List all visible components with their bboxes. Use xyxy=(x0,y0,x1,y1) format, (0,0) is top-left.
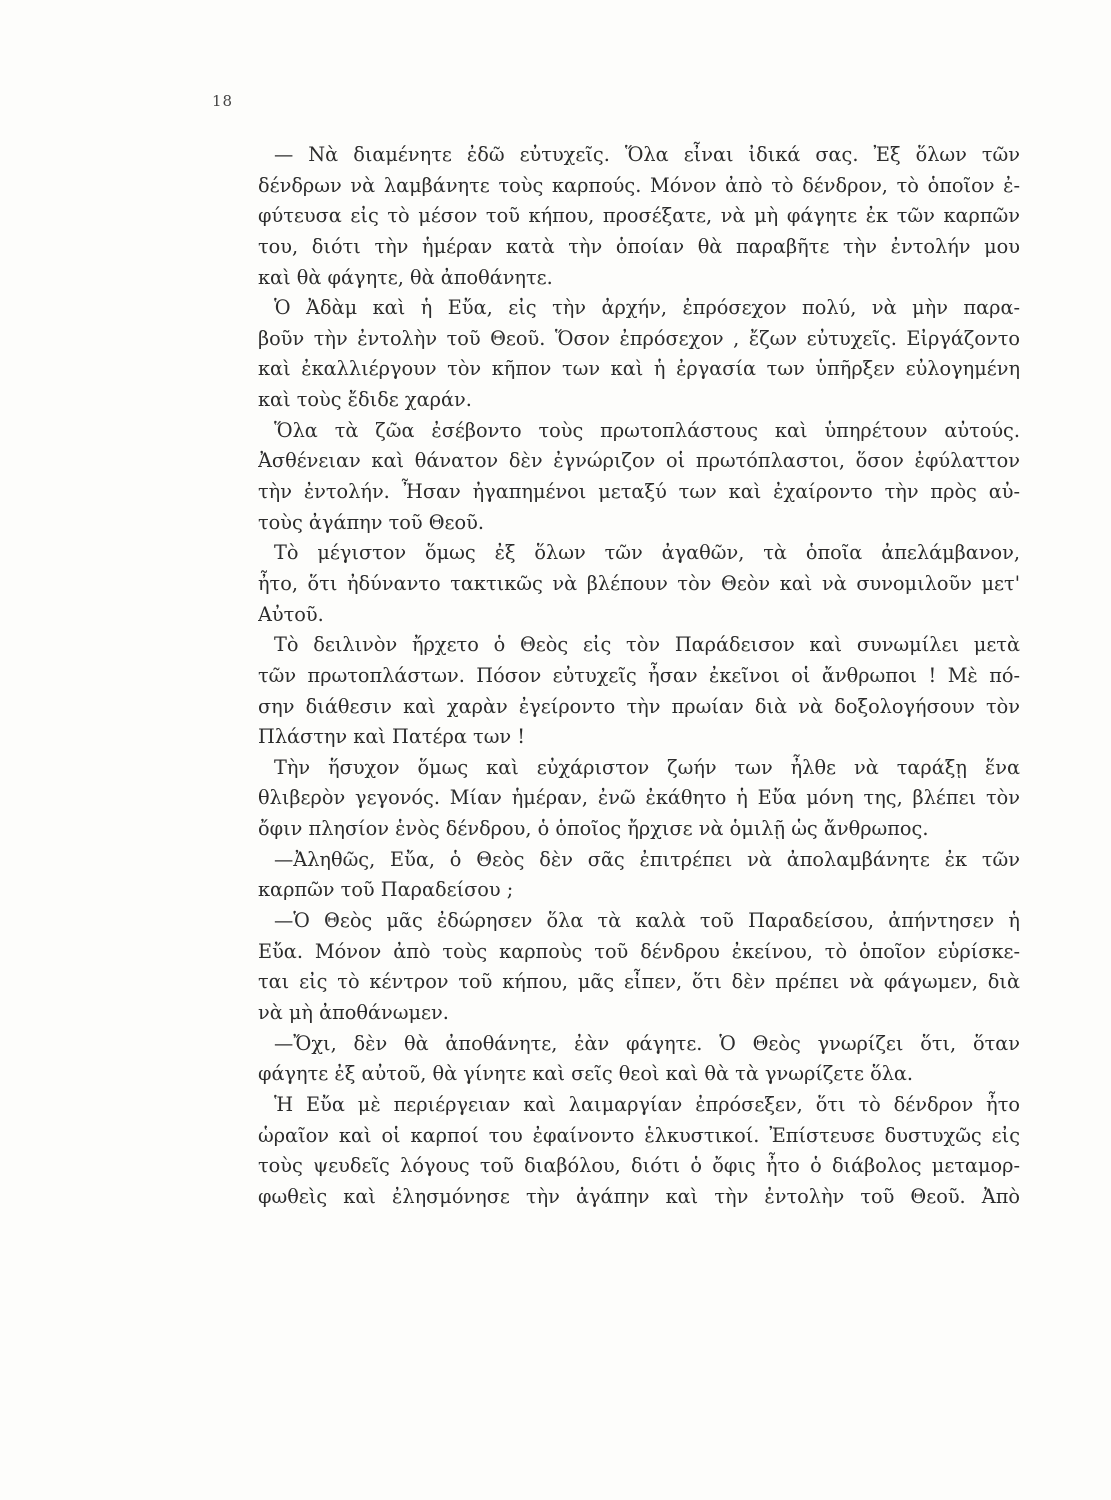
text-line: Ἀσθένειαν καὶ θάνατον δὲν ἐγνώριζον οἱ πρωτόπλαστοι, ὅσον ἐφύλαττον xyxy=(258,449,1020,473)
text-line: τῶν πρωτοπλάστων. Πόσον εὐτυχεῖς ἦσαν ἐκεῖνοι οἱ ἄνθρωποι ! Μὲ πό- xyxy=(258,663,1020,687)
text-line: τὴν ἐντολήν. Ἦσαν ἠγαπημένοι μεταξύ των καὶ ἐχαίροντο τὴν πρὸς αὐ- xyxy=(258,480,1020,504)
text-line: —Ὁ Θεὸς μᾶς ἐδώρησεν ὅλα τὰ καλὰ τοῦ Παραδείσου, ἀπήντησεν ἡ xyxy=(274,909,1020,933)
text-line: νὰ μὴ ἀποθάνωμεν. xyxy=(258,1000,449,1024)
text-line: Εὔα. Μόνον ἀπὸ τοὺς καρποὺς τοῦ δένδρου ἐκείνου, τὸ ὁποῖον εὑρίσκε- xyxy=(258,939,1020,963)
text-line: φάγητε ἐξ αὐτοῦ, θὰ γίνητε καὶ σεῖς θεοὶ καὶ θὰ τὰ γνωρίζετε ὅλα. xyxy=(258,1062,914,1086)
text-line: καὶ θὰ φάγητε, θὰ ἀποθάνητε. xyxy=(258,265,553,289)
text-line: Πλάστην καὶ Πατέρα των ! xyxy=(258,725,526,749)
text-line: —Ὄχι, δὲν θὰ ἀποθάνητε, ἐὰν φάγητε. Ὁ Θεὸς γνωρίζει ὅτι, ὅταν xyxy=(274,1031,1020,1055)
text-line: Ὁ Ἀδὰμ καὶ ἡ Εὔα, εἰς τὴν ἀρχήν, ἐπρόσεχον πολύ, νὰ μὴν παρα- xyxy=(274,296,1020,320)
text-line: Τὸ δειλινὸν ἤρχετο ὁ Θεὸς εἰς τὸν Παράδεισον καὶ συνωμίλει μετὰ xyxy=(274,633,1020,657)
text-line: Αὐτοῦ. xyxy=(258,602,324,626)
text-line: Ἡ Εὔα μὲ περιέργειαν καὶ λαιμαργίαν ἐπρόσεξεν, ὅτι τὸ δένδρον ἦτο xyxy=(274,1092,1020,1116)
text-line: ὡραῖον καὶ οἱ καρποί του ἐφαίνοντο ἑλκυστικοί. Ἐπίστευσε δυστυχῶς εἰς xyxy=(258,1123,1020,1147)
body-text xyxy=(258,140,1020,1212)
text-line: δένδρων νὰ λαμβάνητε τοὺς καρπούς. Μόνον ἀπὸ τὸ δένδρον, τὸ ὁποῖον ἐ- xyxy=(258,173,1020,197)
text-line: ἦτο, ὅτι ἠδύναντο τακτικῶς νὰ βλέπουν τὸν Θεὸν καὶ νὰ συνομιλοῦν μετ' xyxy=(258,571,1020,595)
page-number: 18 xyxy=(212,92,234,110)
text-line: καὶ ἐκαλλιέργουν τὸν κῆπον των καὶ ἡ ἐργασία των ὑπῆρξεν εὐλογημένη xyxy=(258,357,1020,381)
text-line: φύτευσα εἰς τὸ μέσον τοῦ κήπου, προσέξατε, νὰ μὴ φάγητε ἐκ τῶν καρπῶν xyxy=(258,204,1020,228)
text-line: καρπῶν τοῦ Παραδείσου ; xyxy=(258,878,514,902)
text-line: — Νὰ διαμένητε ἐδῶ εὐτυχεῖς. Ὅλα εἶναι ἰδικά σας. Ἐξ ὅλων τῶν xyxy=(274,143,1020,166)
text-line: Ὅλα τὰ ζῶα ἐσέβοντο τοὺς πρωτοπλάστους καὶ ὑπηρέτουν αὐτούς. xyxy=(274,418,1020,442)
text-line: Τὴν ἥσυχον ὅμως καὶ εὐχάριστον ζωήν των ἦλθε νὰ ταράξῃ ἕνα xyxy=(274,755,1020,779)
text-line: τοὺς ἀγάπην τοῦ Θεοῦ. xyxy=(258,510,484,534)
text-line: σην διάθεσιν καὶ χαρὰν ἐγείροντο τὴν πρωίαν διὰ νὰ δοξολογήσουν τὸν xyxy=(258,694,1020,718)
text-line: ὄφιν πλησίον ἑνὸς δένδρου, ὁ ὁποῖος ἤρχισε νὰ ὁμιλῇ ὡς ἄνθρωπος. xyxy=(258,817,929,841)
text-line: τοὺς ψευδεῖς λόγους τοῦ διαβόλου, διότι ὁ ὄφις ἦτο ὁ διάβολος μεταμορ- xyxy=(258,1154,1020,1178)
text-line: Τὸ μέγιστον ὅμως ἐξ ὅλων τῶν ἀγαθῶν, τὰ ὁποῖα ἀπελάμβανον, xyxy=(274,541,1020,565)
text-line: του, διότι τὴν ἡμέραν κατὰ τὴν ὁποίαν θὰ παραβῆτε τὴν ἐντολήν μου xyxy=(258,234,1020,258)
text-line: βοῦν τὴν ἐντολὴν τοῦ Θεοῦ. Ὅσον ἐπρόσεχον , ἔζων εὐτυχεῖς. Εἰργάζοντο xyxy=(258,326,1020,350)
text-line: ται εἰς τὸ κέντρον τοῦ κήπου, μᾶς εἶπεν, ὅτι δὲν πρέπει νὰ φάγωμεν, διὰ xyxy=(258,970,1020,994)
text-line: φωθεὶς καὶ ἐλησμόνησε τὴν ἀγάπην καὶ τὴν ἐντολὴν τοῦ Θεοῦ. Ἀπὸ xyxy=(258,1184,1020,1208)
text-line: θλιβερὸν γεγονός. Μίαν ἡμέραν, ἐνῶ ἐκάθητο ἡ Εὔα μόνη της, βλέπει τὸν xyxy=(258,786,1020,810)
text-line: καὶ τοὺς ἔδιδε χαράν. xyxy=(258,388,472,412)
text-line: —Ἀληθῶς, Εὔα, ὁ Θεὸς δὲν σᾶς ἐπιτρέπει νὰ ἀπολαμβάνητε ἐκ τῶν xyxy=(274,847,1020,871)
